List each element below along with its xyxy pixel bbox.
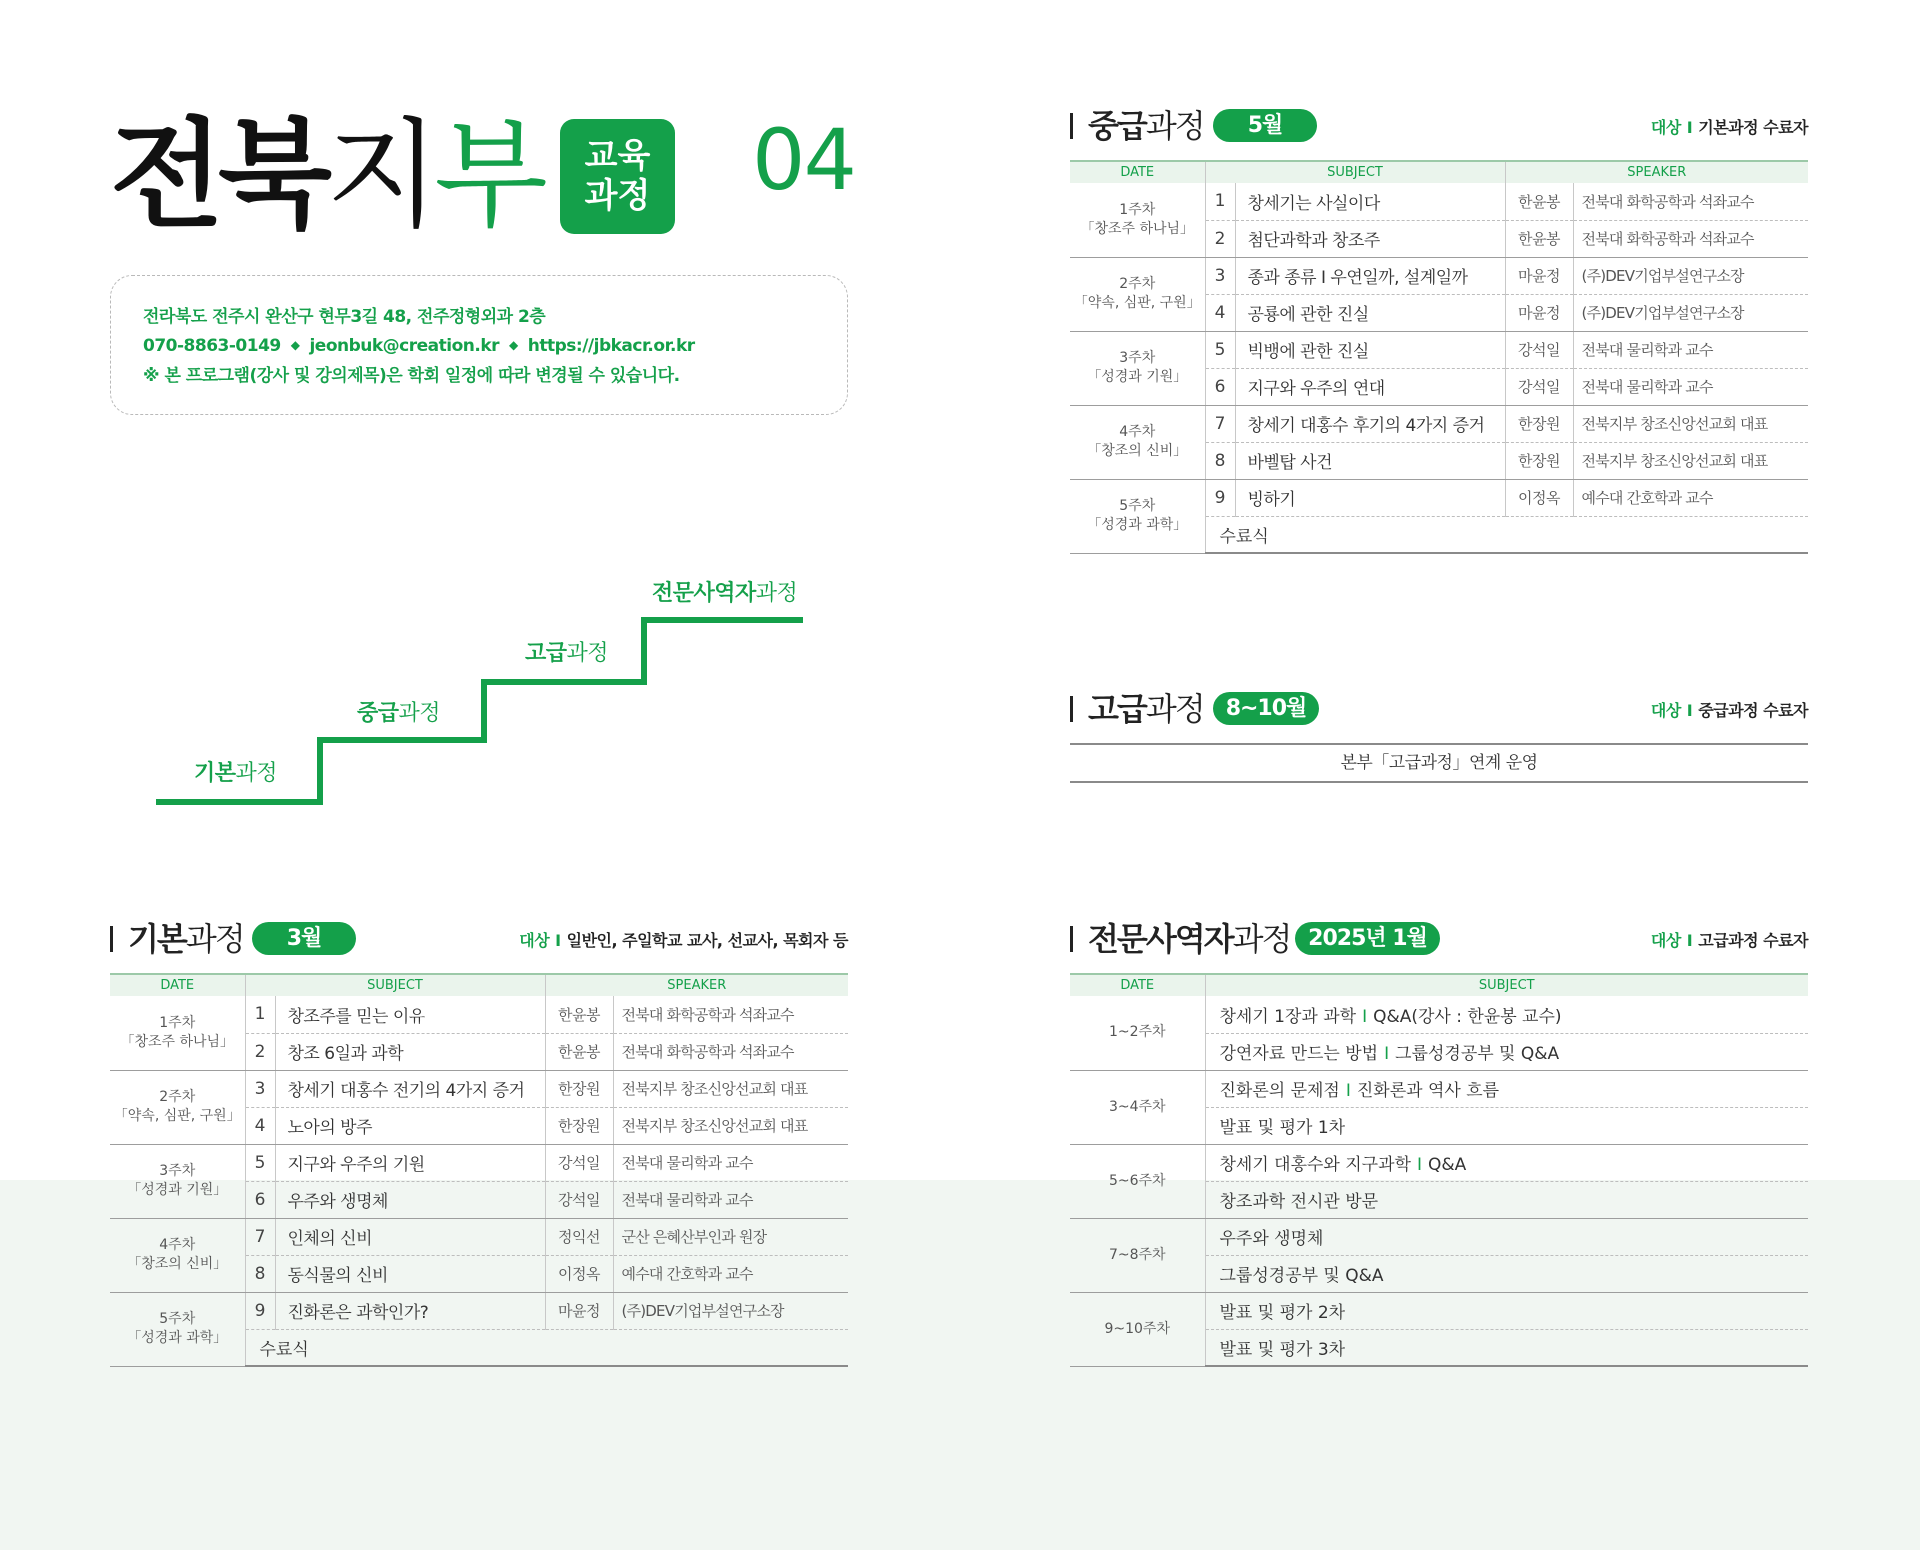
speaker-affiliation: 전북대 화학공학과 석좌교수 xyxy=(1573,183,1808,220)
stair-label-rest: 과정 xyxy=(398,701,441,726)
section-title-bold: 고급 xyxy=(1088,690,1146,728)
section-title xyxy=(128,918,244,960)
week-cell xyxy=(1070,183,1205,257)
subject-main: 강연자료 만드는 방법 xyxy=(1219,1044,1379,1064)
speaker-name: 한윤봉 xyxy=(1505,183,1573,220)
speaker-name: 한윤봉 xyxy=(545,1033,613,1070)
target-separator: I xyxy=(555,931,561,950)
lecture-subject: 창세기는 사실이다 xyxy=(1235,183,1505,220)
stair-label-intermediate xyxy=(357,696,440,727)
lecture-subject: 창세기 대홍수 전기의 4가지 증거 xyxy=(275,1070,545,1107)
target-label: 대상 xyxy=(1650,701,1681,720)
speaker-affiliation: 전북대 화학공학과 석좌교수 xyxy=(613,996,848,1033)
intermediate-section-header xyxy=(1070,105,1808,145)
stair-label-rest: 과정 xyxy=(755,581,798,606)
week-label: 5주차 xyxy=(159,1311,196,1327)
target-audience xyxy=(519,928,848,951)
lecture-subject: 창조주를 믿는 이유 xyxy=(275,996,545,1033)
speaker-affiliation: 전북대 물리학과 교수 xyxy=(1573,331,1808,368)
week-theme: 「창조의 신비」 xyxy=(1087,443,1188,459)
week-theme: 「성경과 기원」 xyxy=(1087,369,1188,385)
speaker-affiliation: 전북지부 창조신앙선교회 대표 xyxy=(613,1107,848,1144)
speaker-affiliation: (주)DEV기업부설연구소장 xyxy=(1573,294,1808,331)
table-header-row xyxy=(110,974,848,996)
week-label: 4주차 xyxy=(1119,424,1156,440)
section-bar xyxy=(1070,926,1073,952)
stair-label-bold: 전문사역자 xyxy=(652,581,756,606)
column-header-speaker: SPEAKER xyxy=(1505,161,1808,183)
lecture-subject xyxy=(1205,1107,1808,1144)
speaker-name: 마윤정 xyxy=(545,1292,613,1329)
subject-main: 창세기 대홍수와 지구과학 xyxy=(1219,1155,1411,1175)
lecture-subject xyxy=(1205,996,1808,1033)
subject-main: 그룹성경공부 및 Q&A xyxy=(1219,1266,1384,1286)
period-badge: 2025년 1월 xyxy=(1295,922,1440,955)
page-title xyxy=(110,106,542,244)
subject-main: 발표 및 평가 2차 xyxy=(1219,1303,1346,1323)
speaker-name: 한윤봉 xyxy=(1505,220,1573,257)
period-badge: 8~10월 xyxy=(1213,692,1319,725)
lecture-number: 4 xyxy=(245,1107,275,1144)
table-row xyxy=(1070,1144,1808,1181)
week-label: 1주차 xyxy=(159,1014,196,1031)
table-row xyxy=(1070,183,1808,220)
title-green: 부 xyxy=(433,106,542,244)
advanced-note: 본부「고급과정」연계 운영 xyxy=(1070,743,1808,783)
speaker-affiliation: 전북지부 창조신앙선교회 대표 xyxy=(1573,405,1808,442)
speaker-affiliation: 전북대 물리학과 교수 xyxy=(1573,368,1808,405)
lecture-number: 4 xyxy=(1205,294,1235,331)
notice: ※ 본 프로그램(강사 및 강의제목)은 학회 일정에 따라 변경될 수 있습니다. xyxy=(143,366,680,386)
column-header-subject: SUBJECT xyxy=(1205,974,1808,996)
week-theme: 「성경과 과학」 xyxy=(1087,517,1188,533)
lecture-subject: 빅뱅에 관한 진실 xyxy=(1235,331,1505,368)
speaker-name: 강석일 xyxy=(1505,368,1573,405)
stair-label-rest: 과정 xyxy=(566,641,609,666)
stair-label-basic xyxy=(194,756,277,787)
column-header-speaker: SPEAKER xyxy=(545,974,848,996)
target-value: 고급과정 수료자 xyxy=(1698,931,1808,950)
stair-label-bold: 고급 xyxy=(525,641,567,666)
table-header-row xyxy=(1070,161,1808,183)
week-label: 3주차 xyxy=(1119,350,1156,366)
lecture-subject: 지구와 우주의 연대 xyxy=(1235,368,1505,405)
table-header-row xyxy=(1070,974,1808,996)
subject-separator: I xyxy=(1345,1081,1351,1101)
week-label: 5주차 xyxy=(1119,498,1156,514)
lecture-subject: 빙하기 xyxy=(1235,479,1505,516)
lecture-number: 6 xyxy=(245,1181,275,1218)
week-label: 3주차 xyxy=(159,1163,196,1179)
website-link[interactable]: https://jbkacr.or.kr xyxy=(527,336,695,356)
page-header xyxy=(110,106,855,244)
edu-badge xyxy=(560,119,675,234)
lecture-subject xyxy=(1205,1033,1808,1070)
subject-sub: Q&A(강사 : 한윤봉 교수) xyxy=(1373,1006,1562,1027)
target-label: 대상 xyxy=(1650,931,1681,950)
subject-main: 발표 및 평가 3차 xyxy=(1219,1339,1346,1360)
subject-main: 진화론의 문제점 xyxy=(1219,1081,1340,1101)
lecture-number: 8 xyxy=(245,1255,275,1292)
period-badge: 5월 xyxy=(1213,109,1317,142)
speaker-name: 이정옥 xyxy=(1505,479,1573,516)
subject-separator: I xyxy=(1416,1155,1422,1175)
week-label: 1주차 xyxy=(1119,201,1156,218)
week-theme: 「성경과 기원」 xyxy=(127,1182,228,1198)
week-theme: 「성경과 과학」 xyxy=(127,1330,228,1346)
table-row xyxy=(1070,1292,1808,1329)
lecture-number: 1 xyxy=(245,996,275,1033)
lecture-number: 3 xyxy=(1205,257,1235,294)
target-audience xyxy=(1651,698,1808,721)
speaker-name: 이정옥 xyxy=(545,1255,613,1292)
section-title-rest: 과정 xyxy=(1145,107,1204,145)
week-label: 2주차 xyxy=(159,1089,196,1105)
speaker-name: 한장원 xyxy=(545,1107,613,1144)
section-title-rest: 과정 xyxy=(1145,690,1204,728)
speaker-affiliation: 예수대 간호학과 교수 xyxy=(1573,479,1808,516)
subject-main: 우주와 생명체 xyxy=(1219,1229,1324,1249)
phone: 070-8863-0149 xyxy=(143,336,281,356)
subject-main: 발표 및 평가 1차 xyxy=(1219,1118,1346,1138)
lecture-subject: 창조 6일과 과학 xyxy=(275,1033,545,1070)
week-cell xyxy=(110,1144,245,1218)
diamond-icon: ◆ xyxy=(509,338,518,352)
week-cell xyxy=(1070,257,1205,331)
speaker-name: 마윤정 xyxy=(1505,294,1573,331)
table-row xyxy=(1070,1070,1808,1107)
lecture-number: 2 xyxy=(1205,220,1235,257)
section-title-rest: 과정 xyxy=(185,920,244,958)
speaker-name: 한장원 xyxy=(545,1070,613,1107)
speaker-name: 정익선 xyxy=(545,1218,613,1255)
week-cell xyxy=(110,1218,245,1292)
subject-sub: Q&A xyxy=(1427,1155,1467,1175)
subject-sub: 진화론과 역사 흐름 xyxy=(1356,1081,1500,1101)
lecture-number: 9 xyxy=(1205,479,1235,516)
speaker-affiliation: (주)DEV기업부설연구소장 xyxy=(1573,257,1808,294)
lecture-number: 1 xyxy=(1205,183,1235,220)
lecture-number: 5 xyxy=(1205,331,1235,368)
week-theme: 「창조주 하나님」 xyxy=(1080,220,1195,237)
closing-ceremony: 수료식 xyxy=(1205,516,1808,553)
table-row xyxy=(110,1218,848,1255)
speaker-affiliation: 전북대 화학공학과 석좌교수 xyxy=(613,1033,848,1070)
diamond-icon: ◆ xyxy=(290,338,300,352)
week-theme: 「약속, 심판, 구원」 xyxy=(1073,295,1201,311)
expert-schedule-table xyxy=(1070,973,1808,1367)
speaker-name: 강석일 xyxy=(545,1144,613,1181)
lecture-number: 5 xyxy=(245,1144,275,1181)
lecture-subject: 종과 종류 I 우연일까, 설계일까 xyxy=(1235,257,1505,294)
lecture-subject xyxy=(1205,1144,1808,1181)
week-theme: 「약속, 심판, 구원」 xyxy=(113,1108,241,1124)
target-separator: I xyxy=(1686,701,1693,720)
target-separator: I xyxy=(1686,118,1693,137)
section-title xyxy=(1088,105,1204,147)
week-label: 2주차 xyxy=(1119,276,1156,292)
title-bold: 전북 xyxy=(110,106,326,244)
table-row xyxy=(1070,331,1808,368)
week-cell: 1~2주차 xyxy=(1070,996,1205,1070)
week-cell xyxy=(1070,331,1205,405)
stair-label-bold: 중급 xyxy=(357,701,399,726)
column-header-subject: SUBJECT xyxy=(245,974,545,996)
table-row xyxy=(110,1070,848,1107)
lecture-subject: 공룡에 관한 진실 xyxy=(1235,294,1505,331)
intermediate-schedule-table xyxy=(1070,160,1808,554)
week-cell: 9~10주차 xyxy=(1070,1292,1205,1366)
lecture-subject: 바벨탑 사건 xyxy=(1235,442,1505,479)
speaker-name: 한장원 xyxy=(1505,405,1573,442)
subject-sub: 그룹성경공부 및 Q&A xyxy=(1395,1044,1560,1064)
lecture-subject: 노아의 방주 xyxy=(275,1107,545,1144)
week-cell xyxy=(1070,479,1205,553)
speaker-name: 강석일 xyxy=(545,1181,613,1218)
issue-number: 04 xyxy=(752,111,855,209)
basic-schedule-table xyxy=(110,973,848,1367)
week-cell: 3~4주차 xyxy=(1070,1070,1205,1144)
table-row xyxy=(110,996,848,1033)
closing-ceremony: 수료식 xyxy=(245,1329,848,1366)
lecture-number: 3 xyxy=(245,1070,275,1107)
edu-badge-line1: 교육 xyxy=(584,136,651,176)
week-theme: 「창조주 하나님」 xyxy=(120,1033,235,1050)
lecture-number: 7 xyxy=(1205,405,1235,442)
table-row xyxy=(1070,996,1808,1033)
advanced-section-header xyxy=(1070,688,1808,728)
section-title xyxy=(1088,688,1204,730)
table-row xyxy=(110,1144,848,1181)
lecture-subject: 지구와 우주의 기원 xyxy=(275,1144,545,1181)
lecture-number: 8 xyxy=(1205,442,1235,479)
subject-separator: I xyxy=(1384,1044,1390,1064)
address: 전라북도 전주시 완산구 현무3길 48, 전주정형외과 2층 xyxy=(143,307,546,327)
week-label: 4주차 xyxy=(159,1237,196,1253)
target-label: 대상 xyxy=(519,931,550,950)
week-cell xyxy=(110,1292,245,1366)
contact-line xyxy=(143,332,815,362)
lecture-subject xyxy=(1205,1181,1808,1218)
section-title-bold: 중급 xyxy=(1088,107,1146,145)
stair-label-bold: 기본 xyxy=(194,761,236,786)
week-cell xyxy=(110,996,245,1070)
stair-label-expert xyxy=(652,576,797,607)
speaker-affiliation: 전북지부 창조신앙선교회 대표 xyxy=(613,1070,848,1107)
target-audience xyxy=(1651,115,1808,138)
speaker-name: 한윤봉 xyxy=(545,996,613,1033)
speaker-affiliation: 군산 은혜산부인과 원장 xyxy=(613,1218,848,1255)
expert-section-header xyxy=(1070,918,1808,958)
stair-label-rest: 과정 xyxy=(235,761,278,786)
stair-label-advanced xyxy=(525,636,608,667)
table-row xyxy=(1070,257,1808,294)
subject-separator: I xyxy=(1362,1006,1368,1027)
lecture-subject xyxy=(1205,1218,1808,1255)
lecture-subject xyxy=(1205,1255,1808,1292)
section-title xyxy=(1088,918,1290,960)
speaker-name: 마윤정 xyxy=(1505,257,1573,294)
table-row xyxy=(1070,405,1808,442)
course-stairs xyxy=(150,570,820,810)
lecture-number: 7 xyxy=(245,1218,275,1255)
column-header-date: DATE xyxy=(110,974,245,996)
week-cell: 5~6주차 xyxy=(1070,1144,1205,1218)
lecture-subject xyxy=(1205,1292,1808,1329)
week-cell: 7~8주차 xyxy=(1070,1218,1205,1292)
speaker-affiliation: 전북대 물리학과 교수 xyxy=(613,1144,848,1181)
column-header-date: DATE xyxy=(1070,974,1205,996)
week-cell xyxy=(110,1070,245,1144)
section-bar xyxy=(1070,696,1073,722)
target-label: 대상 xyxy=(1650,118,1681,137)
lecture-subject xyxy=(1205,1329,1808,1366)
lecture-subject: 인체의 신비 xyxy=(275,1218,545,1255)
column-header-date: DATE xyxy=(1070,161,1205,183)
subject-main: 창세기 1장과 과학 xyxy=(1219,1006,1357,1027)
lecture-subject: 동식물의 신비 xyxy=(275,1255,545,1292)
lecture-number: 2 xyxy=(245,1033,275,1070)
target-value: 기본과정 수료자 xyxy=(1698,118,1808,137)
subject-main: 창조과학 전시관 방문 xyxy=(1219,1192,1379,1212)
section-bar xyxy=(110,926,113,952)
table-row xyxy=(1070,479,1808,516)
week-theme: 「창조의 신비」 xyxy=(127,1256,228,1272)
column-header-subject: SUBJECT xyxy=(1205,161,1505,183)
email[interactable]: jeonbuk@creation.kr xyxy=(309,336,500,356)
speaker-affiliation: 전북대 물리학과 교수 xyxy=(613,1181,848,1218)
edu-badge-line2: 과정 xyxy=(584,176,651,216)
table-row xyxy=(1070,1218,1808,1255)
section-title-bold: 기본 xyxy=(128,920,186,958)
lecture-subject: 창세기 대홍수 후기의 4가지 증거 xyxy=(1235,405,1505,442)
lecture-number: 9 xyxy=(245,1292,275,1329)
section-title-rest: 과정 xyxy=(1232,920,1291,958)
section-bar xyxy=(1070,113,1073,139)
speaker-affiliation: 전북대 화학공학과 석좌교수 xyxy=(1573,220,1808,257)
lecture-subject: 첨단과학과 창조주 xyxy=(1235,220,1505,257)
target-value: 중급과정 수료자 xyxy=(1698,701,1808,720)
target-value: 일반인, 주일학교 교사, 선교사, 목회자 등 xyxy=(566,931,848,950)
speaker-name: 강석일 xyxy=(1505,331,1573,368)
lecture-number: 6 xyxy=(1205,368,1235,405)
title-light: 지 xyxy=(325,106,434,244)
speaker-name: 한장원 xyxy=(1505,442,1573,479)
lecture-subject xyxy=(1205,1070,1808,1107)
week-cell xyxy=(1070,405,1205,479)
speaker-affiliation: (주)DEV기업부설연구소장 xyxy=(613,1292,848,1329)
speaker-affiliation: 전북지부 창조신앙선교회 대표 xyxy=(1573,442,1808,479)
lecture-subject: 진화론은 과학인가? xyxy=(275,1292,545,1329)
period-badge: 3월 xyxy=(252,922,356,955)
basic-section-header xyxy=(110,918,848,958)
lecture-subject: 우주와 생명체 xyxy=(275,1181,545,1218)
section-title-bold: 전문사역자 xyxy=(1088,920,1233,958)
speaker-affiliation: 예수대 간호학과 교수 xyxy=(613,1255,848,1292)
table-row xyxy=(110,1292,848,1329)
contact-info-box xyxy=(110,275,848,415)
target-audience xyxy=(1651,928,1808,951)
target-separator: I xyxy=(1686,931,1693,950)
